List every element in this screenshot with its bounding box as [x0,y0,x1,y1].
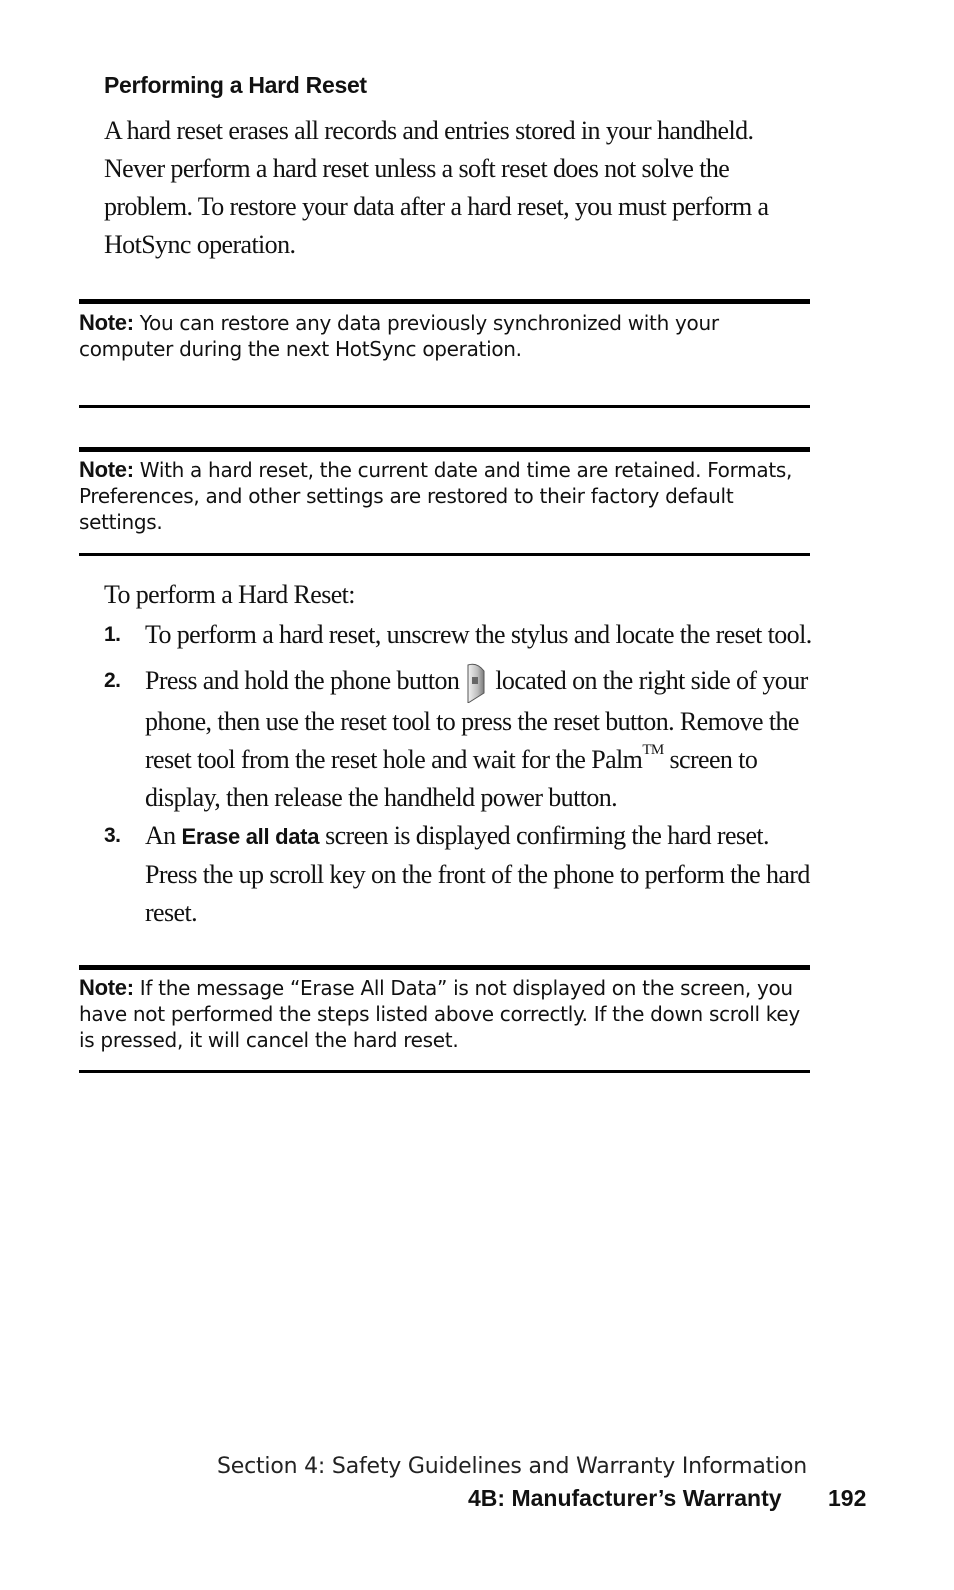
step-text [145,662,816,817]
list-item [104,817,816,932]
note-text: With a hard reset, the current date and time are retained. Formats, Preferences, and other settings are restored to their factory default settings. [79,458,793,534]
intro-paragraph: A hard reset erases all records and entries stored in your handheld. Never perform a hard reset unless a soft reset does not solve the problem. To restore your data after a hard reset, you must perform a HotSync operation. [104,116,769,259]
step-number: 3. [104,824,121,847]
step-bold-term: Erase all data [181,824,320,849]
footer-subsection-title: 4B: Manufacturer’s Warranty [468,1485,782,1511]
list-item [104,616,816,654]
note-label: Note: [79,310,134,335]
note-top-rule [79,447,810,452]
footer-section-title: Section 4: Safety Guidelines and Warranty Information [217,1454,807,1479]
note-bottom-rule [79,553,810,556]
steps-list [104,616,816,932]
note-top-rule [79,299,810,304]
section-heading: Performing a Hard Reset [104,72,367,98]
step-text: To perform a hard reset, unscrew the stylus and locate the reset tool. [145,620,812,649]
note-box [79,310,810,362]
procedure-lead: To perform a Hard Reset: [104,580,355,609]
note-label: Note: [79,457,134,482]
step-text-part: screen is displayed confirming the hard reset. Press the up scroll key on the front of the phone to perform the hard reset. [145,821,810,927]
note-text: If the message “Erase All Data” is not displayed on the screen, you have not performed the steps listed above correctly. If the down scroll key is pressed, it will cancel the hard reset. [79,976,800,1052]
note-bottom-rule [79,405,810,408]
step-text-part: Press and hold the phone button [145,666,460,695]
note-box [79,975,810,1053]
page-number: 192 [828,1485,867,1511]
phone-button-icon [465,663,487,703]
note-label: Note: [79,975,134,1000]
note-text: You can restore any data previously synchronized with your computer during the next HotSync operation. [79,311,719,361]
step-number: 1. [104,623,121,646]
note-box [79,457,810,535]
note-bottom-rule [79,1070,810,1073]
list-item [104,662,816,817]
note-top-rule [79,965,810,970]
step-text-part: screen to display, then release the handheld power button. [145,745,758,812]
step-text [145,817,816,932]
step-number: 2. [104,669,121,692]
step-text-part: located on the right side of your phone, then use the reset tool to press the reset button. Remove the reset tool from the reset hole and wait for the Palm [145,666,808,774]
trademark: TM [642,742,664,759]
step-text-part: An [145,821,176,850]
